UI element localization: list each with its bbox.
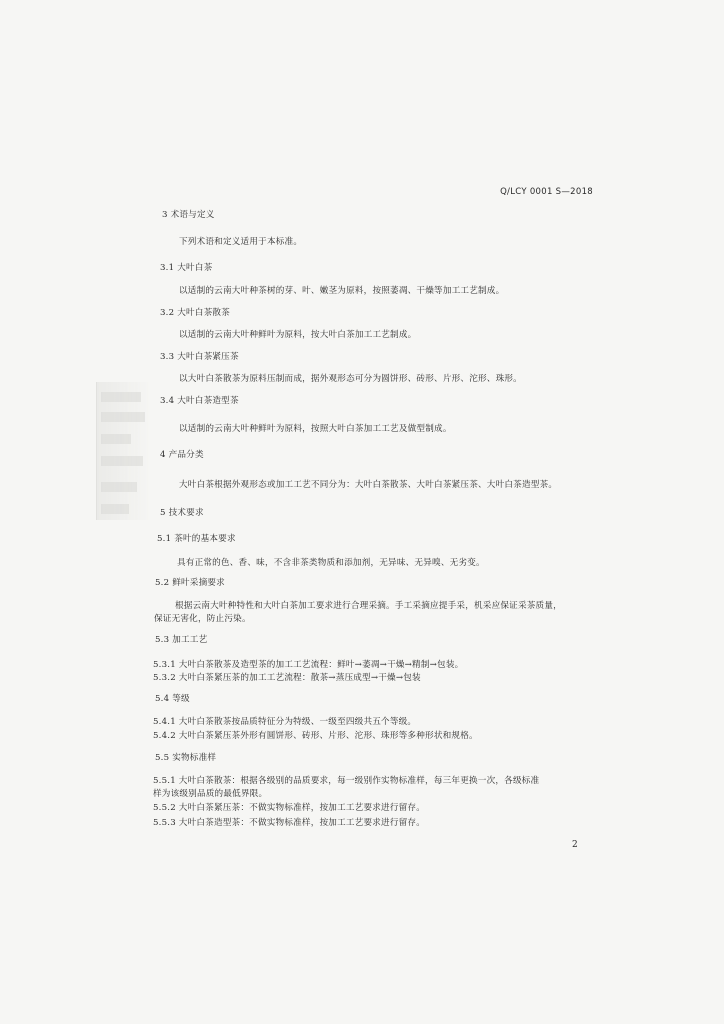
- text-line-s5-3-2: 5.3.2 大叶白茶紧压茶的加工工艺流程：散茶→蒸压成型→干燥→包装: [153, 673, 421, 683]
- text-line-s3-1: 3.1 大叶白茶: [160, 263, 213, 273]
- text-line-s3-intro: 下列术语和定义适用于本标准。: [179, 237, 303, 247]
- text-line-s5-5-3: 5.5.3 大叶白茶造型茶：不做实物标准样，按加工工艺要求进行留存。: [153, 818, 426, 828]
- text-line-s5-5-1a: 5.5.1 大叶白茶散茶：根据各级别的品质要求，每一级别作实物标准样，每三年更换一次，各级标准: [153, 776, 540, 786]
- standard-code: Q/LCY 0001 S—2018: [500, 187, 593, 197]
- text-line-s3-2: 3.2 大叶白茶散茶: [160, 308, 230, 318]
- text-line-s4-body: 大叶白茶根据外观形态或加工工艺不同分为：大叶白茶散茶、大叶白茶紧压茶、大叶白茶造型茶。: [179, 480, 558, 490]
- text-line-s4: 4 产品分类: [160, 450, 204, 460]
- page-number: 2: [572, 840, 578, 850]
- text-line-s5-4-1: 5.4.1 大叶白茶散茶按品质特征分为特级、一级至四级共五个等级。: [153, 717, 417, 727]
- text-line-s3-3: 3.3 大叶白茶紧压茶: [160, 352, 239, 362]
- text-line-s5-4-2: 5.4.2 大叶白茶紧压茶外形有圆饼形、砖形、片形、沱形、珠形等多种形状和规格。: [153, 731, 478, 741]
- text-line-s5-1: 5.1 茶叶的基本要求: [157, 534, 236, 544]
- text-line-s3-2-body: 以适制的云南大叶种鲜叶为原料，按大叶白茶加工工艺制成。: [179, 330, 417, 340]
- text-line-s3-4: 3.4 大叶白茶造型茶: [160, 396, 239, 406]
- text-line-s5: 5 技术要求: [160, 508, 204, 518]
- text-line-s5-2-body1: 根据云南大叶种特性和大叶白茶加工要求进行合理采摘。手工采摘应提手采，机采应保证采茶质量，: [175, 601, 562, 611]
- text-line-s5-5-2: 5.5.2 大叶白茶紧压茶：不做实物标准样，按加工工艺要求进行留存。: [153, 803, 426, 813]
- text-line-s3-3-body: 以大叶白茶散茶为原料压制而成，据外观形态可分为圆饼形、砖形、片形、沱形、珠形。: [179, 374, 522, 384]
- text-line-s5-5: 5.5 实物标准样: [155, 753, 217, 763]
- faint-stamp-mark: [96, 382, 149, 520]
- text-line-s5-5-1b: 样为该级别品质的最低界限。: [153, 789, 268, 799]
- text-line-s3-4-body: 以适制的云南大叶种鲜叶为原料，按照大叶白茶加工工艺及做型制成。: [179, 424, 452, 434]
- text-line-s5-3: 5.3 加工工艺: [155, 635, 208, 645]
- text-line-s5-4: 5.4 等级: [155, 694, 190, 704]
- text-line-s3-1-body: 以适制的云南大叶种茶树的芽、叶、嫩茎为原料，按照萎凋、干燥等加工工艺制成。: [179, 286, 505, 296]
- text-line-s5-2-body2: 保证无害化，防止污染。: [154, 614, 251, 624]
- text-line-s5-3-1: 5.3.1 大叶白茶散茶及造型茶的加工工艺流程：鲜叶→萎凋→干燥→精制→包装。: [153, 660, 464, 670]
- text-line-s5-1-body: 具有正常的色、香、味，不含非茶类物质和添加剂，无异味、无异嗅、无劣变。: [177, 558, 485, 568]
- text-line-s5-2: 5.2 鲜叶采摘要求: [155, 578, 225, 588]
- text-line-s3: 3 术语与定义: [162, 210, 215, 220]
